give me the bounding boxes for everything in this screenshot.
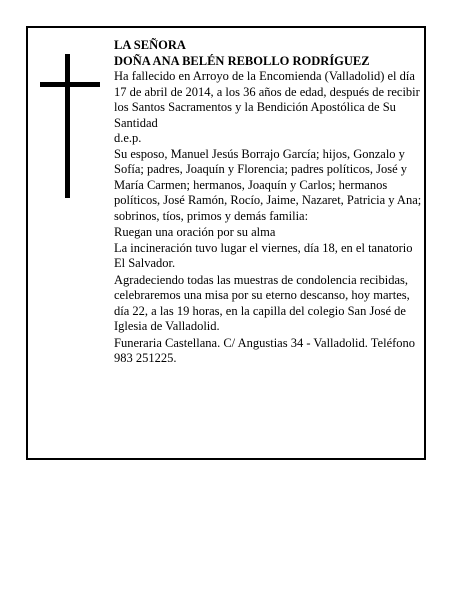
obituary-title-line1: LA SEÑORA	[114, 38, 186, 52]
obituary-deceased-name: DOÑA ANA BELÉN REBOLLO RODRÍGUEZ	[114, 53, 370, 68]
obituary-funeral-home: Funeraria Castellana. C/ Angustias 34 - Valladolid. Teléfono 983 251225.	[114, 335, 416, 365]
obituary-mass-paragraph: Agradeciendo todas las muestras de condolencia recibidas, celebraremos una misa por su eterno descanso, hoy martes, día 22, a las 19 horas, en la capilla del colegio San José de Iglesia de Valladolid.	[114, 272, 410, 333]
cross-horizontal-bar	[40, 82, 100, 87]
obituary-death-paragraph: Ha fallecido en Arroyo de la Encomienda (Valladolid) el día 17 de abril de 2014, a los 36 años de edad, después de recibir los Santos Sacramentos y la Bendición Apostólica de Su Santidad	[114, 69, 420, 130]
obituary-cremation-paragraph: La incineración tuvo lugar el viernes, día 18, en el tanatorio El Salvador.	[114, 240, 413, 270]
obituary-prayer: Ruegan una oración por su alma	[114, 225, 276, 239]
obituary-text	[114, 38, 422, 367]
obituary-family-paragraph: Su esposo, Manuel Jesús Borrajo García; hijos, Gonzalo y Sofía; padres, Joaquín y Florencia; padres políticos, José y María Carmen; hermanos, Joaquín y Carlos; hermanos políticos, José Ramón, Rocío, Jaime, Nazaret, Patricia y Ana; sobrinos, tíos, primos y demás familia:	[114, 146, 422, 223]
cross-vertical-bar	[65, 54, 70, 198]
obituary-dep: d.e.p.	[114, 131, 142, 145]
cross-icon	[40, 54, 100, 198]
